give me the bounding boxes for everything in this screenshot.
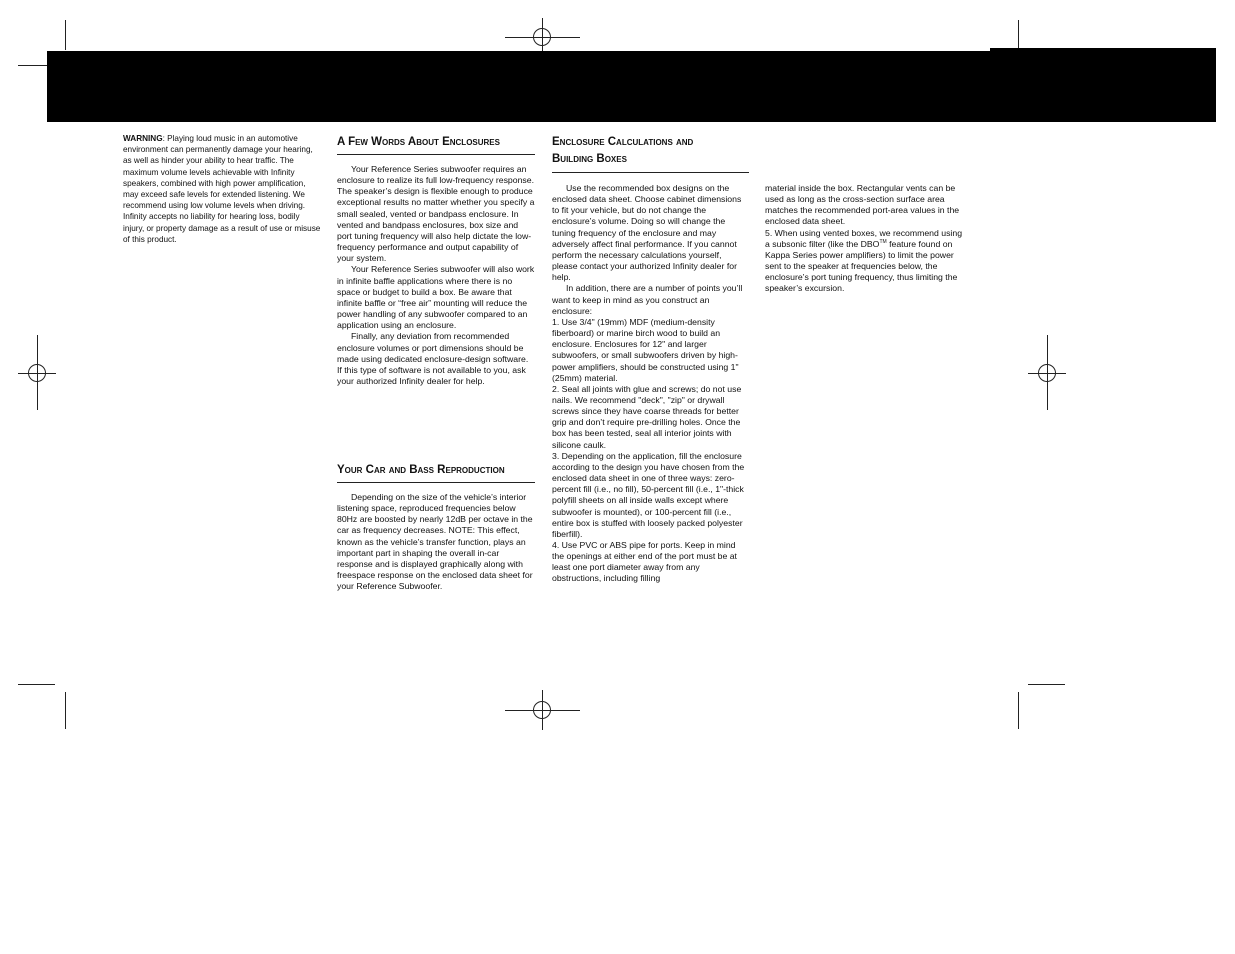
calc-intro: Use the recommended box designs on the enclosed data sheet. Choose cabinet dimensions to fit your vehicle, but do not change the enclosure’s volume. Doing so will change the tuning frequency of the enclosure and may adversely affect final performance. If you cannot perform the necessary calculations yourself, please contact your authorized Infinity dealer for help. (552, 183, 742, 283)
enclosures-paragraph: Finally, any deviation from recommended enclosure volumes or port dimensions should be made using dedicated enclosure-design software. If this type of software is not available to you, ask your authorized Infinity dealer for help. (337, 331, 529, 386)
list-item: 2. Seal all joints with glue and screws; do not use nails. We recommend "deck", "zip" or drywall screws since they have coarse threads for better grip and don’t require pre-drilling holes. Once the box has been tested, seal all interior joints with silicone caulk. (552, 383, 742, 450)
crop-mark (1018, 692, 1019, 729)
crop-mark (1018, 20, 1019, 50)
enclosures-heading: A Few Words About Enclosures (337, 134, 535, 155)
list-item: 3. Depending on the application, fill the enclosure according to the design you have chosen from the enclosed data sheet in one of three ways: zero-percent fill (i.e., no fill), 50-percent fill (i.e., 1"-thick polyfill sheets on all inside walls except where subwoofer is mounted), or 100-percent fill (i.e., entire box is stuffed with loosely packed polyester fiberfill). (552, 450, 745, 539)
calc-heading (552, 134, 749, 173)
crop-mark (18, 65, 48, 66)
crop-mark (1028, 684, 1065, 685)
registration-mark (533, 701, 551, 719)
calc-continued (765, 183, 963, 295)
header-band (47, 51, 1216, 122)
calc-heading-line2: Building Boxes (552, 153, 627, 165)
car-heading: Your Car and Bass Reproduction (337, 462, 535, 483)
calc-heading-line1: Enclosure Calculations and (552, 136, 694, 148)
warning-label: WARNING (123, 134, 163, 143)
enclosures-section (337, 134, 535, 387)
trademark-mark: TM (879, 238, 887, 245)
list-item: 1. Use 3/4" (19mm) MDF (medium-density fiberboard) or marine birch wood to build an enclosure. Enclosures for 12" and larger subwoofers, or small subwoofers driven by high-power amplifiers, should be constructed using 1" (25mm) material. (552, 316, 739, 383)
warning-text: : Playing loud music in an automotive environment can permanently damage your hearing, as well as hinder your ability to hear traffic. The maximum volume levels achievable with Infinity speakers, combined with high power amplification, may exceed safe levels for extended listening. We recommend using low volume levels when driving. Infinity accepts no liability for hearing loss, bodily injury, or property damage as a result of use or misuse of this product. (123, 134, 321, 244)
registration-mark (28, 364, 46, 382)
list-item (765, 228, 963, 295)
car-section (337, 462, 535, 592)
item5-text-b: feature found on Kappa Series power amplifiers) to limit the power sent to the speaker at frequencies below, the enclosure’s port tuning frequency, thus limiting the speaker’s excursion. (765, 238, 958, 294)
registration-mark (1038, 364, 1056, 382)
item5-text-a: 5. When using vented boxes, we recommend using a subsonic filter (like the DBO (765, 227, 963, 249)
registration-mark (533, 28, 551, 46)
car-paragraph: Depending on the size of the vehicle’s interior listening space, reproduced frequencies below 80Hz are boosted by nearly 12dB per octave in the car as frequency decreases. NOTE: This effect, known as the vehicle’s transfer function, plays an important part in shaping the overall in-car response and is displayed graphically along with freespace response on the enclosed data sheet for your Reference Subwoofer. (337, 492, 533, 592)
enclosures-paragraph: Your Reference Series subwoofer requires an enclosure to realize its full low-frequency response. The speaker’s design is flexible enough to produce exceptional results no matter whether you specify a small sealed, vented or bandpass enclosure. In vented and bandpass enclosures, box size and port tuning frequency will also help dictate the low-frequency performance and output capability of your system. (337, 164, 535, 264)
crop-mark (65, 692, 66, 729)
header-tab (990, 48, 1216, 53)
calc-intro2: In addition, there are a number of points you’ll want to keep in mind as you construct an enclosure: (552, 283, 743, 316)
enclosures-paragraph: Your Reference Series subwoofer will also work in infinite baffle applications where there is no space or budget to build a box. Be aware that infinite baffle or “free air” mounting will reduce the power handling of any subwoofer compared to an application using an enclosure. (337, 264, 535, 331)
calc-continued-text: material inside the box. Rectangular vents can be used as long as the cross-section surface area matches the recommended port-area values in the enclosed data sheet. (765, 183, 960, 227)
crop-mark (18, 684, 55, 685)
warning-notice (123, 133, 321, 245)
crop-mark (65, 20, 66, 50)
calc-section (552, 134, 749, 585)
list-item: 4. Use PVC or ABS pipe for ports. Keep in mind the openings at either end of the port must be at least one port diameter away from any obstructions, including filling (552, 540, 737, 584)
